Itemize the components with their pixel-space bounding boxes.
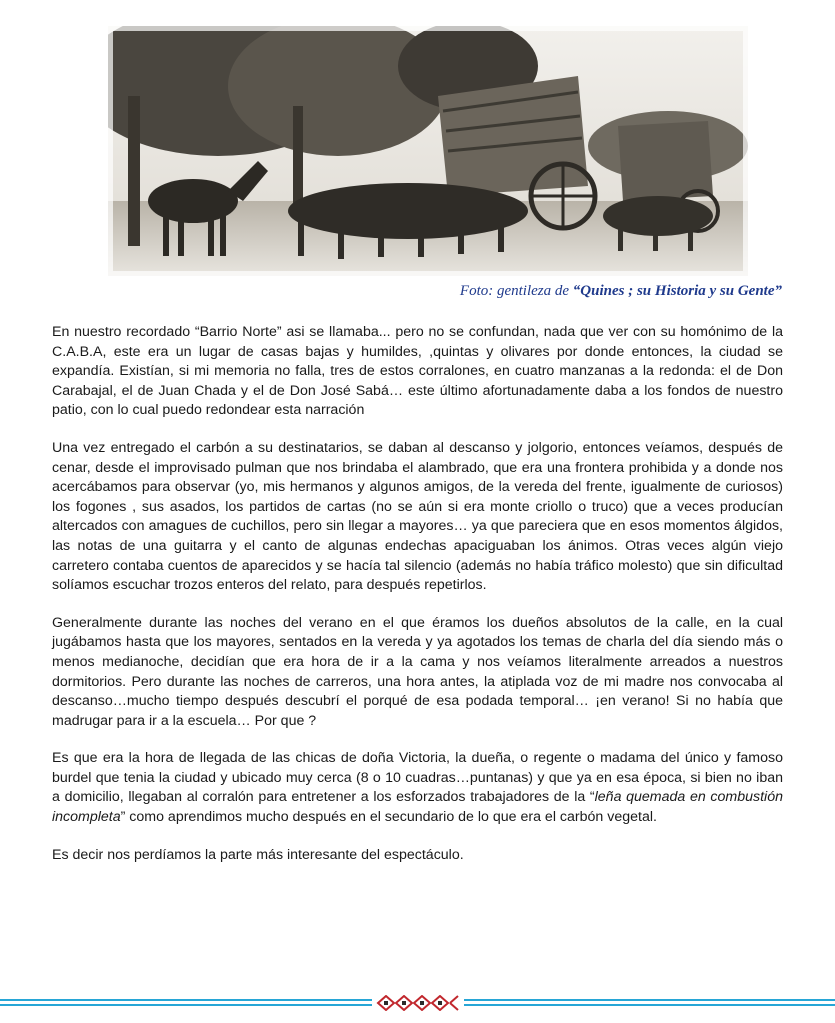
article-body: [52, 323, 783, 883]
caption-source: “Quines ; su Historia y su Gente”: [572, 283, 782, 299]
photo-caption: [52, 283, 782, 300]
paragraph-2: Una vez entregado el carbón a su destinatarios, se daban al descanso y jolgorio, entonces veíamos, después de cenar, desde el improvisado pulman que nos brindaba el alambrado, que era una frontera prohibida y a donde nos acercábamos para observar (yo, mis hermanos y algunos amigos, de la vereda del frente, igualmente de curiosos) los fogones , sus asados, los partidos de cartas (no se aún si era monte criollo o truco) que a veces producían altercados con amagues de cuchillos, pero sin llegar a mayores… ya que pareciera que en esos momentos álgidos, las notas de una guitarra y el canto de algunas endechas apaciguaban los ánimos. Otras veces algún viejo carretero contaba cuentos de aparecidos y se hacía tal silencio (además no había tráfico molesto) que sin dificultad solíamos escuchar trozos enteros del relato, para después repetirlos.: [52, 439, 783, 594]
paragraph-1: En nuestro recordado “Barrio Norte” asi se llamaba... pero no se confundan, nada que ver con su homónimo de la C.A.B.A, este era un lugar de casas bajas y humildes, ,quintas y olivares por donde entonces, la ciudad se expandía. Existían, si mi memoria no falla, tres de estos corralones, en cuatro manzanas a la redonda: el de Don Carabajal, el de Juan Chada y el de Don José Sabá… este último afortunadamente daba a los fondos de nuestro patio, con lo cual puedo redondear esta narración: [52, 324, 783, 419]
paragraph-3: Generalmente durante las noches del verano en el que éramos los dueños absolutos de la calle, en la cual jugábamos hasta que los mayores, sentados en la vereda y ya agotados los temas de charla del día siendo más o menos medianoche, decidían que era hora de ir a la cama y nos veíamos literalmente arreados a nuestros dormitorios. Pero durante las noches de carreros, una hora antes, la atiplada voz de mi madre nos convocaba al descanso…mucho tiempo después descubrí el porqué de esa podada temporal… ¡en verano! Si no había que madrugar para ir a la escuela… Por que ?: [52, 614, 783, 729]
footer-ornament: [0, 995, 835, 1011]
paragraph-4-italic: leña quemada en combustión incompleta: [52, 789, 783, 826]
paragraph-4-end: ” como aprendimos mucho después en el secundario de lo que era el carbón vegetal.: [120, 809, 657, 826]
oxcart-photo-illustration: [108, 26, 748, 276]
caption-prefix: Foto: gentileza de: [459, 283, 573, 299]
paragraph-4-start: Es que era la hora de llegada de las chicas de doña Victoria, la dueña, o regente o madama del único y famoso burdel que tenia la ciudad y ubicado muy cerca (8 o 10 cuadras…puntanas) y que ya en esa época, si bien no iban a domicilio, llegaban al corralón para entretener a los esforzados trabajadores de la “: [52, 750, 783, 806]
historic-photo: [108, 26, 748, 276]
paragraph-4: [52, 749, 783, 827]
paragraph-5: Es decir nos perdíamos la parte más interesante del espectáculo.: [52, 846, 464, 863]
